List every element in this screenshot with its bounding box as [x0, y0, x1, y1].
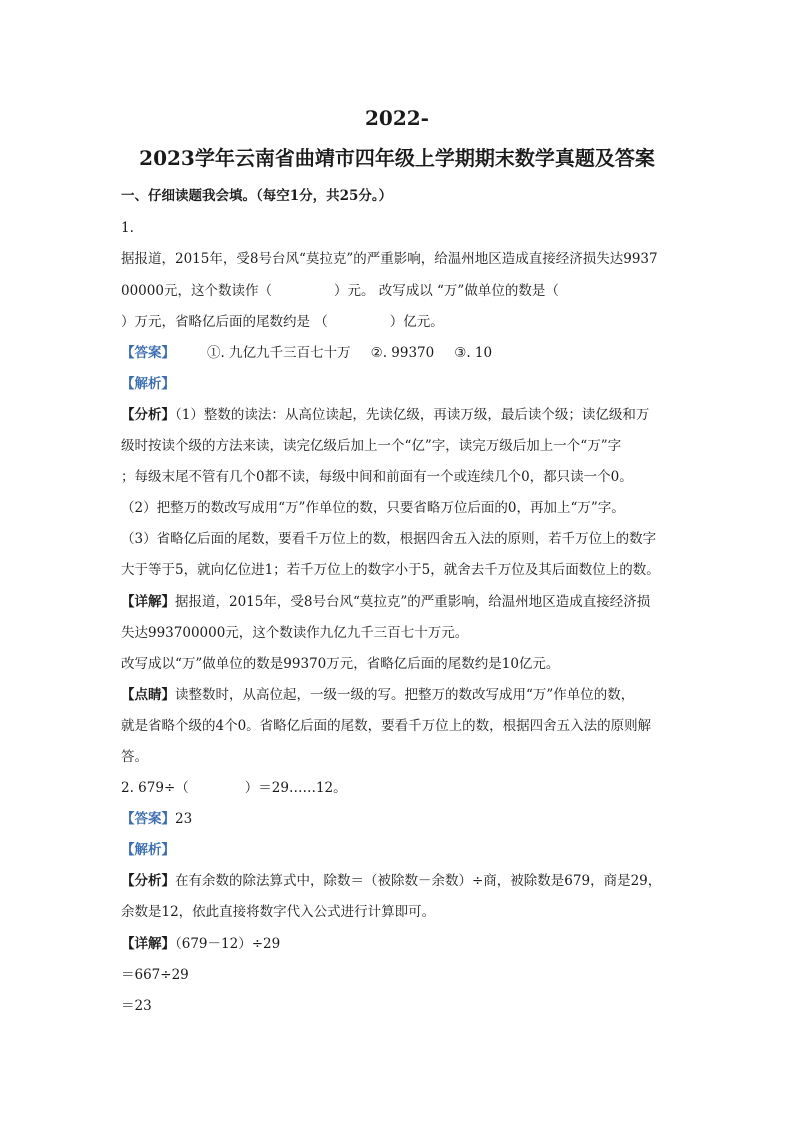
q1-xiangjie-line-2: 失达993700000元，这个数读作九亿九千三百七十万元。 [121, 625, 469, 641]
q2-xiangjie-line-2: ＝667÷29 [121, 967, 189, 983]
q2-xiangjie-line-3: ＝23 [121, 998, 152, 1014]
q2-xiangjie-line-1 [121, 934, 280, 954]
q2-jiexi-tag: 【解析】 [121, 842, 175, 858]
q1-fenxi-line-1 [121, 405, 649, 425]
answer-tag: 【答案】 [121, 811, 175, 827]
fenxi-tag: 【分析】 [121, 407, 175, 423]
q2-fenxi-text-1: 在有余数的除法算式中，除数＝（被除数－余数）÷商，被除数是679，商是29， [175, 873, 662, 889]
q2-text [121, 778, 347, 798]
q2-fenxi-line-2: 余数是12，依此直接将数字代入公式进行计算即可。 [121, 904, 436, 920]
q2-text-b: ）＝29……12。 [244, 780, 347, 796]
q1-text-line-2b: ）元。 改写成以 “万”做单位的数是（ [333, 283, 559, 299]
q2-xiangjie-text-1: （679－12）÷29 [175, 936, 281, 952]
q1-xiangjie-text-1: 据报道，2015年，受8号台风“莫拉克”的严重影响，给温州地区造成直接经济损 [175, 594, 651, 610]
q2-answer-value: 23 [175, 811, 193, 827]
q1-answer-2: ②. 99370 [370, 345, 435, 361]
fenxi-tag: 【分析】 [121, 873, 175, 889]
q1-answer-1: ①. 九亿九千三百七十万 [207, 345, 351, 361]
title-line-2: 2023学年云南省曲靖市四年级上学期期末数学真题及答案 [139, 146, 655, 170]
q1-fenxi-line-3: ；每级末尾不管有几个0都不读，每级中间和前面有一个或连续几个0，都只读一个0。 [121, 469, 633, 485]
q1-fenxi-line-5: （3）省略亿后面的尾数，要看千万位上的数，根据四舍五入法的原则，若千万位上的数字 [121, 531, 657, 547]
q1-dianjing-line-2: 就是省略个级的4个0。省略亿后面的尾数，要看千万位上的数，根据四舍五入法的原则解 [121, 718, 652, 734]
q1-xiangjie-line-1 [121, 592, 650, 612]
q1-text-line-3 [121, 312, 444, 332]
q1-dianjing-text-1: 读整数时，从高位起，一级一级的写。把整万的数改写成用“万”作单位的数， [175, 687, 635, 703]
q1-text-line-2 [121, 281, 559, 301]
section-heading: 一、仔细读题我会填。（每空1分，共25分。） [121, 188, 393, 204]
q1-number: 1. [121, 220, 134, 236]
title-line-1: 2022- [365, 106, 429, 130]
q1-answer-3: ③. 10 [454, 345, 493, 361]
q1-fenxi-line-6: 大于等于5，就向亿位进1；若千万位上的数字小于5，就舍去千万位及其后面数位上的数。 [121, 562, 660, 578]
q1-xiangjie-line-3: 改写成以“万”做单位的数是99370万元，省略亿后面的尾数约是10亿元。 [121, 656, 560, 672]
q1-fenxi-text-1: （1）整数的读法：从高位读起，先读亿级，再读万级，最后读个级；读亿级和万 [175, 407, 650, 423]
q2-text-a: 2. 679÷（ [121, 780, 189, 796]
q1-dianjing-line-1 [121, 685, 634, 705]
q1-fenxi-line-2: 级时按读个级的方法来读，读完亿级后加上一个“亿”字，读完万级后加上一个“万”字 [121, 438, 622, 454]
xiangjie-tag: 【详解】 [121, 594, 175, 610]
answer-tag: 【答案】 [121, 345, 175, 361]
q1-text-line-3b: ）亿元。 [389, 314, 444, 330]
q1-text-line-3a: ）万元，省略亿后面的尾数约是 （ [121, 314, 328, 330]
dianjing-tag: 【点睛】 [121, 687, 175, 703]
q1-text-line-1: 据报道，2015年，受8号台风“莫拉克”的严重影响，给温州地区造成直接经济损失达9937 [121, 251, 658, 267]
xiangjie-tag: 【详解】 [121, 936, 175, 952]
q1-fenxi-line-4: （2）把整万的数改写成用“万”作单位的数，只要省略万位后面的0，再加上“万”字。 [121, 500, 625, 516]
q1-text-line-2a: 00000元，这个数读作（ [121, 283, 272, 299]
q1-answer [121, 343, 492, 363]
q2-fenxi-line-1 [121, 871, 661, 891]
q1-dianjing-line-3: 答。 [121, 749, 148, 765]
q1-jiexi-tag: 【解析】 [121, 376, 175, 392]
q2-answer [121, 809, 192, 829]
